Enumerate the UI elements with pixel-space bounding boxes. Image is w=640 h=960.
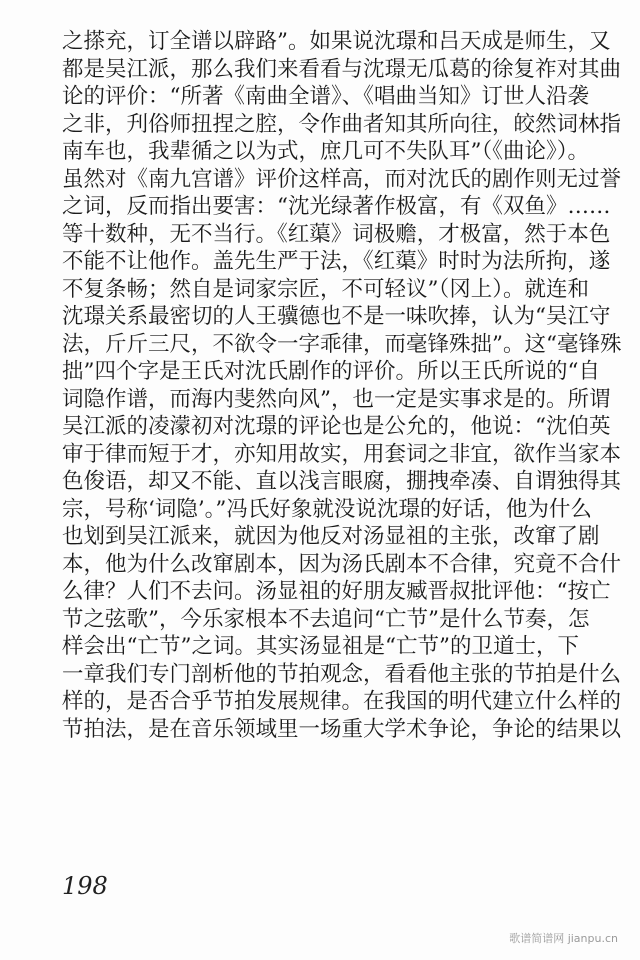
text-line: 虽然对《南九宫谱》评价这样高，而对沈氏的剧作则无过誉 [62, 166, 622, 192]
text-line: 之词，反而指出要害：“沈光绿著作极富，有《双鱼》…… [62, 194, 611, 219]
text-line: 样会出“亡节”之词。其实汤显祖是“亡节”的卫道士，下 [62, 634, 579, 659]
text-line: 么律？人们不去问。汤显祖的好朋友臧晋叔批评他：“按亡 [62, 579, 611, 604]
text-line: 样的，是否合乎节拍发展规律。在我国的明代建立什么样的 [62, 689, 622, 714]
text-line: 色俊语，却又不能、直以浅言眼腐，掤拽牵凑、自谓独得其 [62, 469, 622, 494]
text-line: 之非，刋俗师扭捏之腔，令作曲者知其所向往，皎然词林指 [62, 111, 622, 137]
text-line: 词隐作谱，而海内斐然向风”，也一定是实事求是的。所谓 [62, 386, 611, 412]
text-line: 拙”四个字是王氏对沈氏剧作的评价。所以王氏所说的“自 [62, 359, 600, 384]
text-line: 吴江派的凌濛初对沈璟的评论也是公允的，他说：“沈伯英 [62, 414, 611, 439]
site-watermark: 歌谱简谱网 jianpu.cn [509, 932, 618, 945]
text-line: 一章我们专门剖析他的节拍观念，看看他主张的节拍是什么 [62, 661, 622, 687]
text-line: 节拍法，是在音乐领域里一场重大学术争论，争论的结果以 [62, 716, 622, 742]
text-line: 宗，号称‘词隐’。”冯氏好象就没说沈璟的好话，他为什么 [62, 496, 592, 522]
text-line: 本，他为什么改窜剧本，因为汤氏剧本不合律，究竟不合什 [62, 551, 622, 577]
text-line: 南车也，我辈循之以为式，庶几可不失队耳”（《曲论》）。 [62, 139, 589, 164]
text-line: 等十数种，无不当行。《红蕖》词极赡，才极富，然于本色 [62, 221, 611, 247]
text-line: 法，斤斤三尺，不欲令一字乖律，而毫锋殊拙”。这“毫锋殊 [62, 331, 622, 357]
text-line: 论的评价：“所著《南曲全谱》、《唱曲当知》订世人沿袭 [62, 84, 589, 109]
body-text [62, 28, 628, 743]
text-line: 节之弦歌”，今乐家根本不去追问“亡节”是什么节奏，怎 [62, 606, 590, 632]
text-line: 审于律而短于才，亦知用故实，用套词之非宜，欲作当家本 [62, 441, 622, 467]
text-line: 沈璟关系最密切的人王骥德也不是一味吹捧，认为“吴江守 [62, 304, 611, 329]
text-line: 之搽充，订全谱以辟路”。如果说沈璟和吕天成是师生，又 [62, 29, 611, 54]
text-line: 不复条畅；然自是词家宗匠，不可轻议”（冈上）。就连和 [62, 276, 589, 302]
page-number: 198 [62, 872, 108, 900]
text-line: 都是吴江派，那么我们来看看与沈璟无瓜葛的徐复祚对其曲 [62, 56, 622, 82]
text-line: 也划到吴江派来，就因为他反对汤显祖的主张，改窜了剧 [62, 524, 600, 549]
text-line: 不能不让他作。盖先生严于法，《红蕖》时时为法所拘，遂 [62, 249, 611, 274]
